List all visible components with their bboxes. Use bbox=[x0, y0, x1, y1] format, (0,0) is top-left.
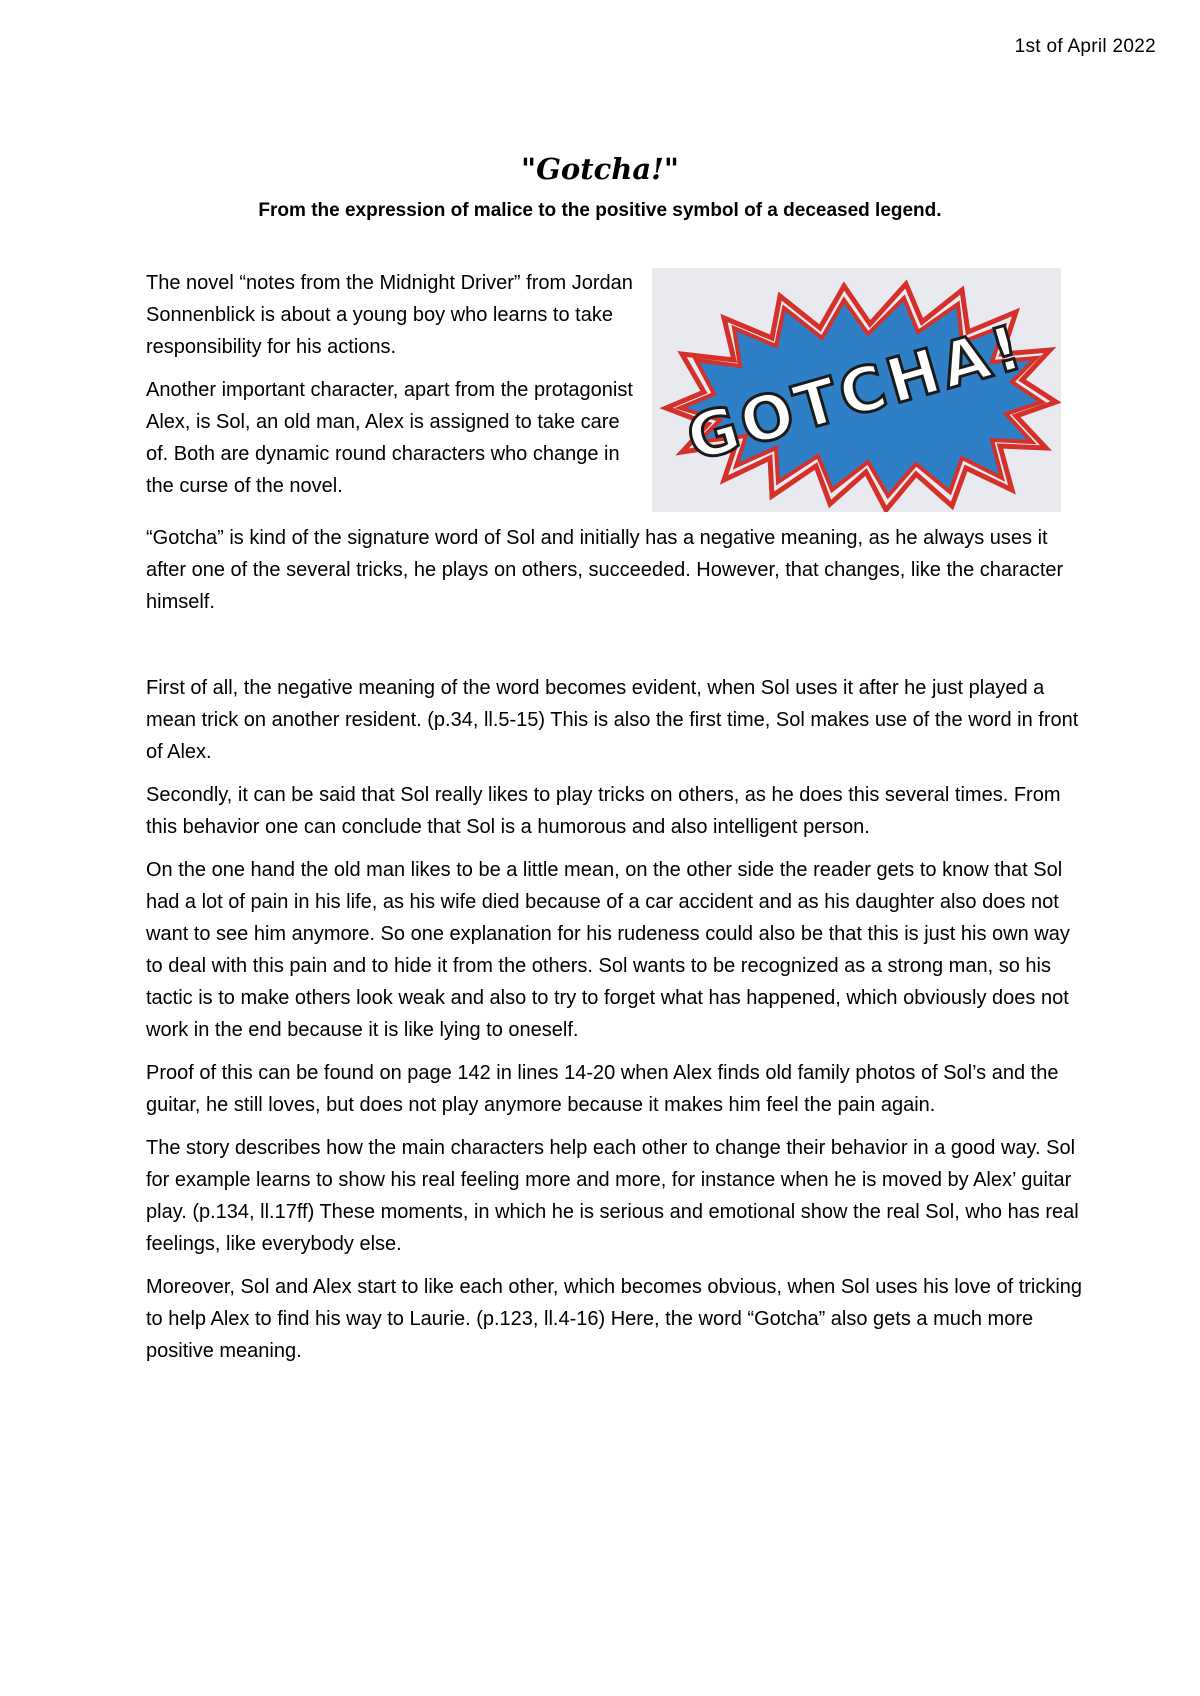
gotcha-burst-drawing bbox=[652, 268, 1061, 512]
body-section bbox=[146, 522, 1086, 1378]
gotcha-word: GOTCHA! bbox=[678, 309, 1034, 476]
intro-paragraph: Another important character, apart from the protagonist Alex, is Sol, an old man, Alex is assigned to take care of. Both are dynamic round characters who change in the curse of the novel. bbox=[146, 379, 633, 497]
body-paragraph: On the one hand the old man likes to be a little mean, on the other side the reader gets to know that Sol had a lot of pain in his life, as his wife died because of a car accident and as his daughter also does not want to see him anymore. So one explanation for his rudeness could also be that this is just his own way to deal with this pain and to hide it from the others. Sol wants to be recognized as a strong man, so his tactic is to make others look weak and also to try to forget what has happened, which obviously does not work in the end because it is like lying to oneself. bbox=[146, 859, 1070, 1041]
body-paragraph: Proof of this can be found on page 142 in lines 14-20 when Alex finds old family photos of Sol’s and the guitar, he still loves, but does not play anymore because it makes him feel the pain again. bbox=[146, 1062, 1059, 1116]
body-paragraph: Moreover, Sol and Alex start to like each other, which becomes obvious, when Sol uses his love of tricking to help Alex to find his way to Laurie. (p.123, ll.4-16) Here, the word “Gotcha” also gets a much more positive meaning. bbox=[146, 1276, 1083, 1362]
body-paragraph: “Gotcha” is kind of the signature word of Sol and initially has a negative meaning, as he always uses it after one of the several tricks, he plays on others, succeeded. However, that changes, like the character himself. bbox=[146, 527, 1064, 613]
document-date: 1st of April 2022 bbox=[1014, 36, 1156, 57]
body-paragraph: Secondly, it can be said that Sol really likes to play tricks on others, as he does this several times. From this behavior one can conclude that Sol is a humorous and also intelligent person. bbox=[146, 784, 1061, 838]
body-paragraph: First of all, the negative meaning of the word becomes evident, when Sol uses it after he just played a mean trick on another resident. (p.34, ll.5-15) This is also the first time, Sol makes use of the word in front of Alex. bbox=[146, 677, 1079, 763]
document-subtitle: From the expression of malice to the positive symbol of a deceased legend. bbox=[258, 200, 942, 221]
intro-section bbox=[146, 267, 646, 513]
gotcha-illustration bbox=[652, 268, 1061, 512]
intro-paragraph: The novel “notes from the Midnight Driver” from Jordan Sonnenblick is about a young boy who learns to take responsibility for his actions. bbox=[146, 272, 633, 358]
document-title: "Gotcha!" bbox=[521, 152, 679, 186]
body-paragraph: The story describes how the main characters help each other to change their behavior in a good way. Sol for example learns to show his real feeling more and more, for instance when he is moved by Alex’ guitar play. (p.134, ll.17ff) These moments, in which he is serious and emotional show the real Sol, who has real feelings, like everybody else. bbox=[146, 1137, 1079, 1255]
